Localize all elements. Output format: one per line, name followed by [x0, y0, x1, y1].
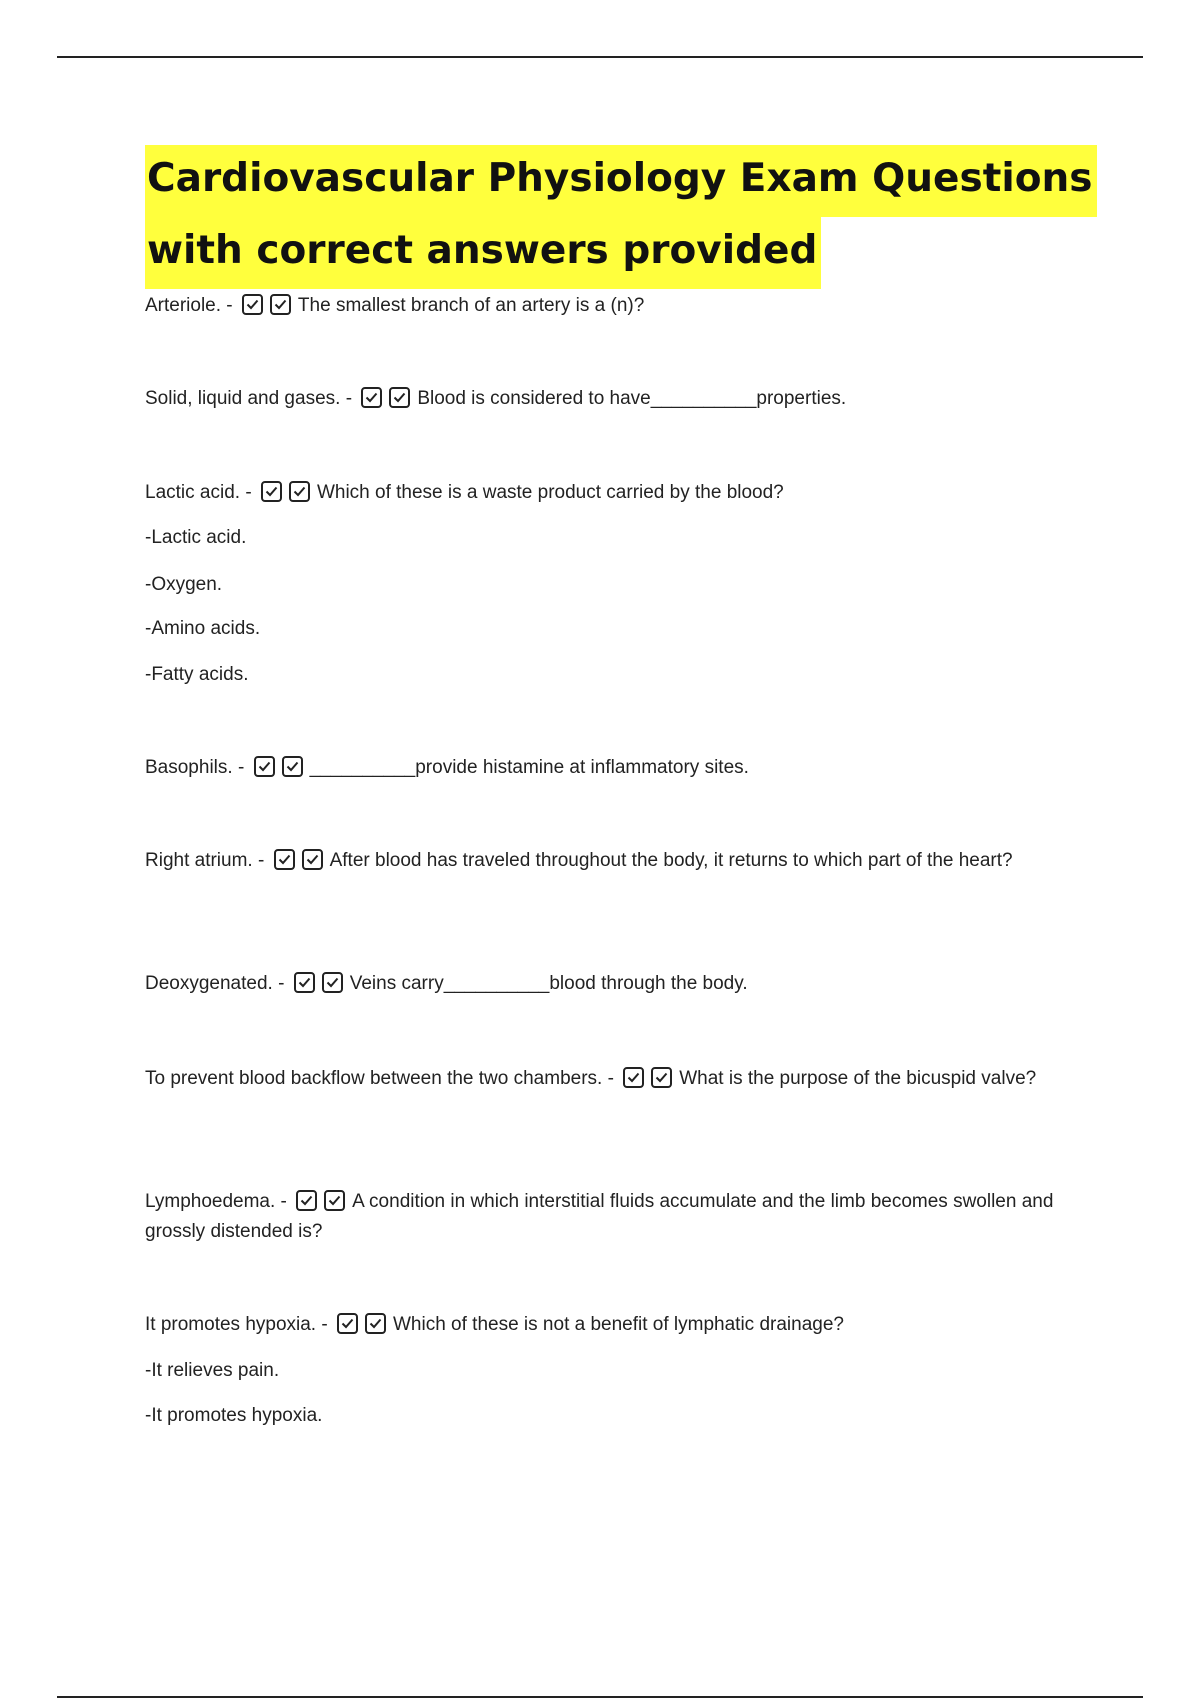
title-line-1: Cardiovascular Physiology Exam Questions: [145, 145, 1097, 217]
checkbox-icon: [337, 1313, 358, 1334]
page-title: [145, 145, 1145, 289]
qa-item: [145, 384, 1095, 414]
checkbox-icon: [623, 1067, 644, 1088]
answer-text: Solid, liquid and gases.: [145, 388, 341, 409]
separator: -: [272, 973, 290, 994]
separator: -: [221, 295, 238, 316]
separator: -: [252, 850, 270, 871]
answer-text: To prevent blood backflow between the two chambers.: [145, 1068, 603, 1089]
question-text: __________provide histamine at inflammatory sites.: [309, 757, 749, 778]
checkbox-icon: [651, 1067, 672, 1088]
answer-text: Lymphoedema.: [145, 1191, 276, 1212]
option-item: -Lactic acid.: [145, 527, 247, 548]
bottom-rule: [57, 1696, 1143, 1698]
answer-text: Deoxygenated.: [145, 973, 273, 994]
checkbox-icon: [389, 387, 410, 408]
option-item: -Fatty acids.: [145, 664, 249, 685]
separator: -: [275, 1191, 293, 1212]
checkbox-icon: [270, 294, 291, 315]
answer-text: Right atrium.: [145, 850, 253, 871]
separator: -: [240, 482, 257, 503]
checkbox-icon: [261, 481, 282, 502]
answer-text: Arteriole.: [145, 295, 222, 316]
question-text: Blood is considered to have__________properties.: [417, 388, 847, 409]
checkbox-icon: [361, 387, 382, 408]
checkbox-icon: [294, 972, 315, 993]
answer-text: Lactic acid.: [145, 482, 241, 503]
separator: -: [340, 388, 358, 409]
question-text: A condition in which interstitial fluids accumulate and the limb becomes swollen and grossly distended is?: [145, 1191, 1054, 1242]
separator: -: [232, 757, 250, 778]
checkbox-icon: [302, 849, 323, 870]
qa-item: [145, 846, 1095, 876]
qa-item: [145, 753, 1095, 783]
checkbox-icon: [289, 481, 310, 502]
question-text: What is the purpose of the bicuspid valve?: [679, 1068, 1037, 1089]
checkbox-icon: [324, 1190, 345, 1211]
answer-text: Basophils.: [145, 757, 233, 778]
qa-item: [145, 1187, 1095, 1247]
question-text: Which of these is not a benefit of lymphatic drainage?: [392, 1314, 844, 1335]
option-item: -Oxygen.: [145, 574, 223, 595]
qa-item: [145, 969, 1095, 999]
separator: -: [602, 1068, 620, 1089]
checkbox-icon: [274, 849, 295, 870]
option-item: -It promotes hypoxia.: [145, 1405, 323, 1426]
checkbox-icon: [242, 294, 263, 315]
checkbox-icon: [282, 756, 303, 777]
qa-item: [145, 291, 1095, 321]
checkbox-icon: [322, 972, 343, 993]
separator: -: [316, 1314, 333, 1335]
title-line-2: with correct answers provided: [145, 217, 821, 289]
qa-item: [145, 478, 1095, 508]
checkbox-icon: [365, 1313, 386, 1334]
question-text: Veins carry__________blood through the body.: [349, 973, 748, 994]
question-text: The smallest branch of an artery is a (n)?: [297, 295, 645, 316]
question-text: Which of these is a waste product carried by the blood?: [316, 482, 784, 503]
qa-item: [145, 1064, 1095, 1094]
option-item: -It relieves pain.: [145, 1360, 280, 1381]
checkbox-icon: [296, 1190, 317, 1211]
checkbox-icon: [254, 756, 275, 777]
answer-text: It promotes hypoxia.: [145, 1314, 317, 1335]
top-rule: [57, 56, 1143, 58]
question-text: After blood has traveled throughout the body, it returns to which part of the heart?: [329, 850, 1013, 871]
option-item: -Amino acids.: [145, 618, 261, 639]
qa-item: [145, 1310, 1095, 1340]
